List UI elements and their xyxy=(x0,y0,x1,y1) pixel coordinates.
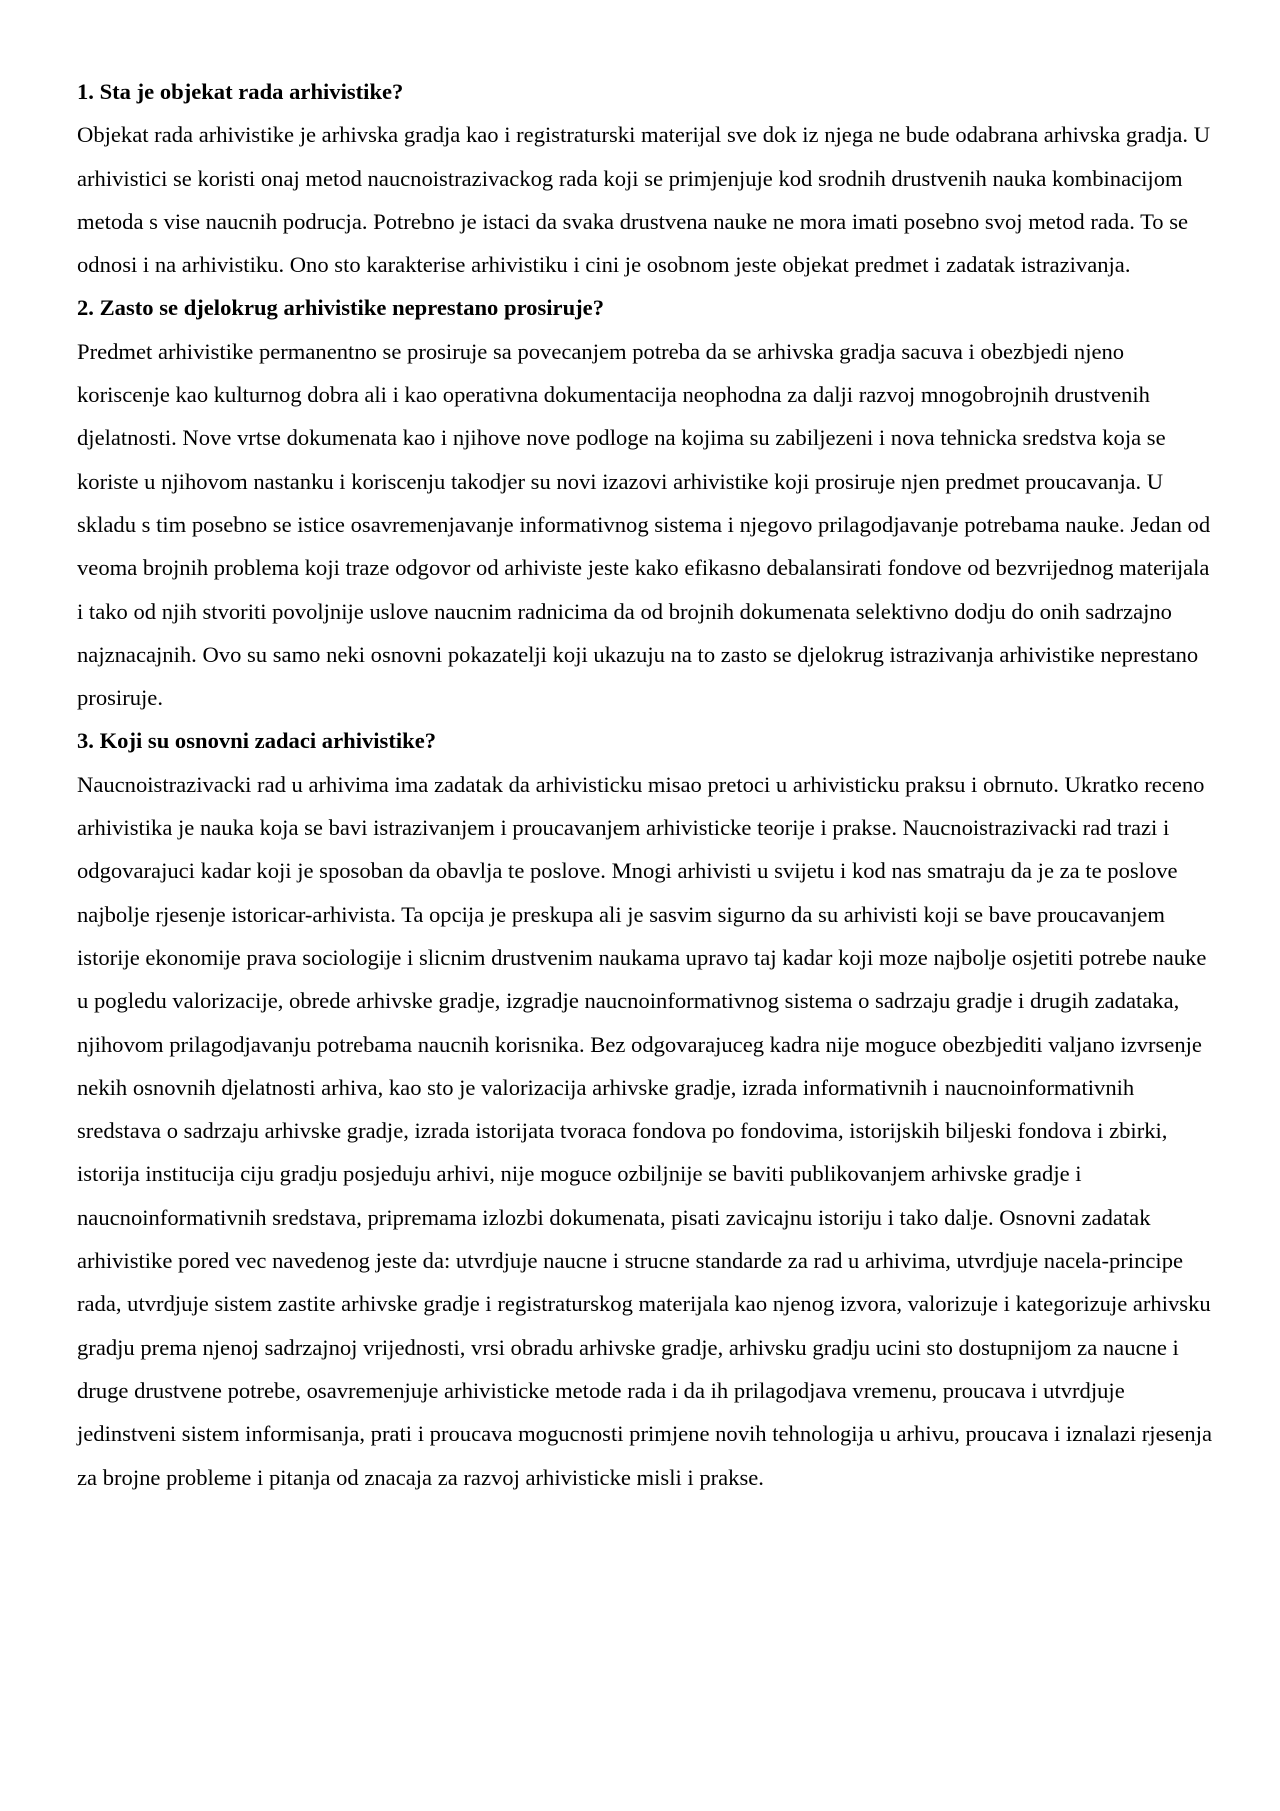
answer-paragraph-2: Predmet arhivistike permanentno se prosiruje sa povecanjem potreba da se arhivska gradja sacuva i obezbjedi njeno koriscenje kao kulturnog dobra ali i kao operativna dokumentacija neophodna za dalji razvoj mnogobrojnih drustvenih djelatnosti. Nove vrtse dokumenata kao i njihove nove podloge na kojima su zabiljezeni i nova tehnicka sredstva koja se koriste u njihovom nastanku i koriscenju takodjer su novi izazovi arhivistike koji prosiruje njen predmet proucavanja. U skladu s tim posebno se istice osavremenjavanje informativnog sistema i njegovo prilagodjavanje potrebama nauke. Jedan od veoma brojnih problema koji traze odgovor od arhiviste jeste kako efikasno debalansirati fondove od bezvrijednog materijala i tako od njih stvoriti povoljnije uslove naucnim radnicima da od brojnih dokumenata selektivno dodju do onih sadrzajno najznacajnih. Ovo su samo neki osnovni pokazatelji koji ukazuju na to zasto se djelokrug istrazivanja arhivistike neprestano prosiruje. xyxy=(77,338,1211,711)
question-heading-3: 3. Koji su osnovni zadaci arhivistike? xyxy=(77,728,437,754)
question-heading-2: 2. Zasto se djelokrug arhivistike neprestano prosiruje? xyxy=(77,295,604,321)
document-page xyxy=(77,70,1217,1499)
question-heading-1: 1. Sta je objekat rada arhivistike? xyxy=(77,79,404,104)
answer-paragraph-1: Objekat rada arhivistike je arhivska gradja kao i registraturski materijal sve dok iz njega ne bude odabrana arhivska gradja. U arhivistici se koristi onaj metod naucnoistrazivackog rada koji se primjenjuje kod srodnih drustvenih nauka kombinacijom metoda s vise naucnih podrucja. Potrebno je istaci da svaka drustvena nauke ne mora imati posebno svoj metod rada. To se odnosi i na arhivistiku. Ono sto karakterise arhivistiku i cini je osobnom jeste objekat predmet i zadatak istrazivanja. xyxy=(77,122,1211,278)
answer-paragraph-3: Naucnoistrazivacki rad u arhivima ima zadatak da arhivisticku misao pretoci u arhivisticku praksu i obrnuto. Ukratko receno arhivistika je nauka koja se bavi istrazivanjem i proucavanjem arhivisticke teorije i prakse. Naucnoistrazivacki rad trazi i odgovarajuci kadar koji je sposoban da obavlja te poslove. Mnogi arhivisti u svijetu i kod nas smatraju da je za te poslove najbolje rjesenje istoricar-arhivista. Ta opcija je preskupa ali je sasvim sigurno da su arhivisti koji se bave proucavanjem istorije ekonomije prava sociologije i slicnim drustvenim naukama upravo taj kadar koji moze najbolje osjetiti potrebe nauke u pogledu valorizacije, obrede arhivske gradje, izgradje naucnoinformativnog sistema o sadrzaju gradje i drugih zadataka, njihovom prilagodjavanju potrebama naucnih korisnika. Bez odgovarajuceg kadra nije moguce obezbjediti valjano izvrsenje nekih osnovnih djelatnosti arhiva, kao sto je valorizacija arhivske gradje, izrada informativnih i naucnoinformativnih sredstava o sadrzaju arhivske gradje, izrada istorijata tvoraca fondova po fondovima, istorijskih biljeski fondova i zbirki, istorija institucija ciju gradju posjeduju arhivi, nije moguce ozbiljnije se baviti publikovanjem arhivske gradje i naucnoinformativnih sredstava, pripremama izlozbi dokumenata, pisati zavicajnu istoriju i tako dalje. Osnovni zadatak arhivistike pored vec navedenog jeste da: utvrdjuje naucne i strucne standarde za rad u arhivima, utvrdjuje nacela-principe rada, utvrdjuje sistem zastite arhivske gradje i registraturskog materijala kao njenog izvora, valorizuje i kategorizuje arhivsku gradju prema njenoj sadrzajnoj vrijednosti, vrsi obradu arhivske gradje, arhivsku gradju ucini sto dostupnijom za naucne i druge drustvene potrebe, osavremenjuje arhivisticke metode rada i da ih prilagodjava vremenu, proucava i utvrdjuje jedinstveni sistem informisanja, prati i proucava mogucnosti primjene novih tehnologija u arhivu, proucava i iznalazi rjesenja za brojne probleme i pitanja od znacaja za razvoj arhivisticke misli i prakse. xyxy=(77,771,1213,1490)
